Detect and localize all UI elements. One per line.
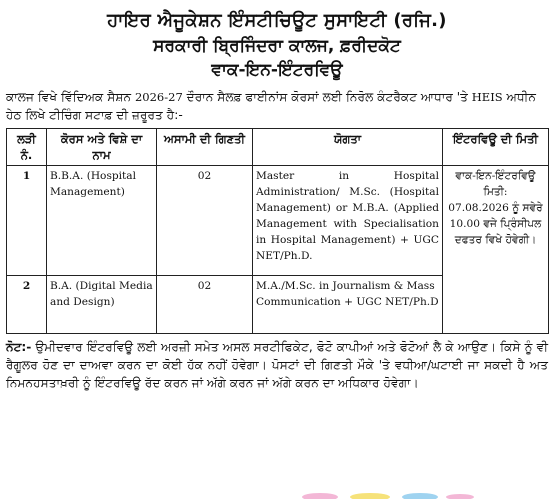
row-course: B.B.A. (Hospital Management)	[47, 166, 157, 276]
smudge-pink-2	[446, 494, 474, 499]
intro-text-1: ਕਾਲਜ ਵਿਖੇ ਵਿੱਦਿਅਕ ਸੈਸ਼ਨ	[6, 90, 135, 104]
interview-line-2: ਨੂੰ ਸਵੇਰੇ	[508, 202, 543, 214]
intro-text-2: ਦੌਰਾਨ ਸੈਲਫ਼ ਫਾਈਨਾਂਸ ਕੋਰਸਾਂ ਲਈ ਨਿਰੋਲ ਕੰਟਰੈਕਟ ਆਧਾਰ 'ਤੇ	[182, 90, 472, 104]
row-sr: 2	[7, 276, 47, 334]
smudge-blue	[402, 493, 438, 499]
header-sr: ਲੜੀ ਨੰ.	[7, 129, 47, 166]
note-paragraph	[6, 338, 548, 392]
row-posts: 02	[157, 276, 253, 334]
row-sr: 1	[7, 166, 47, 276]
session-value: 2026-27	[134, 90, 183, 104]
smudge-pink	[302, 493, 338, 499]
note-text: ਉਮੀਦਵਾਰ ਇੰਟਰਵਿਊ ਲਈ ਅਰਜ਼ੀ ਸਮੇਤ ਅਸਲ ਸਰਟੀਫਿਕੇਟ, ਫੋਟੋ ਕਾਪੀਆਂ ਅਤੇ ਫੋਟੋਆਂ ਲੈ ਕੇ ਆਉਣ। ਕਿਸੇ ਨੂੰ ਵੀ ਰੈਗੂਲਰ ਹੋਣ ਦਾ ਦਾਅਵਾ ਕਰਨ ਦਾ ਕੋਈ ਹੱਕ ਨਹੀਂ ਹੋਵੇਗਾ। ਪੋਸਟਾਂ ਦੀ ਗਿਣਤੀ ਮੌਕੇ 'ਤੇ ਵਧੀਆ/ਘਟਾਈ ਜਾ ਸਕਦੀ ਹੈ ਅਤ ਨਿਮਨਹਸਤਾਖ਼ਰੀ ਨੂੰ ਇੰਟਰਵਿਊ ਰੱਦ ਕਰਨ ਜਾਂ ਅੱਗੇ ਕਰਨ ਜਾਂ ਅੱਗੇ ਕਰਨ ਦਾ ਅਧਿਕਾਰ ਹੋਵੇਗਾ।	[6, 340, 548, 390]
color-smudge-decoration	[300, 485, 480, 499]
interview-date-cell	[443, 166, 549, 334]
heis-label: HEIS	[471, 90, 503, 104]
row-course: B.A. (Digital Media and Design)	[47, 276, 157, 334]
table-header-row	[7, 129, 549, 166]
header-interview-date: ਇੰਟਰਵਿਊ ਦੀ ਮਿਤੀ	[443, 129, 549, 166]
intro-text-3: ਅਧੀਨ ਹੇਠ ਲਿਖੇ ਟੀਚਿੰਗ ਸਟਾਫ਼ ਦੀ ਜ਼ਰੂਰਤ ਹੈ:-	[6, 90, 536, 122]
advertisement-title: ਵਾਕ-ਇਨ-ਇੰਟਰਵਿਊ	[211, 60, 343, 80]
header-qualification: ਯੋਗਤਾ	[253, 129, 443, 166]
note-label: ਨੋਟ:-	[6, 340, 32, 354]
interview-time: 10.00	[449, 218, 480, 230]
header-course: ਕੋਰਸ ਅਤੇ ਵਿਸ਼ੇ ਦਾ ਨਾਮ	[47, 129, 157, 166]
college-name: ਸਰਕਾਰੀ ਬ੍ਰਿਜਿੰਦਰਾ ਕਾਲਜ, ਫ਼ਰੀਦਕੋਟ	[153, 36, 401, 56]
row-qualification: Master in Hospital Administration/ M.Sc. (Hospital Management) or M.B.A. (Applied Management with Specialisation in Hospital Management) + UGC NET/Ph.D.	[253, 166, 443, 276]
row-posts: 02	[157, 166, 253, 276]
header-posts: ਅਸਾਮੀ ਦੀ ਗਿਣਤੀ	[157, 129, 253, 166]
smudge-yellow	[350, 493, 390, 499]
interview-date: 07.08.2026	[448, 202, 509, 214]
interview-line-3: ਵਜੇ ਪ੍ਰਿੰਸੀਪਲ ਦਫਤਰ ਵਿਖੇ ਹੋਵੇਗੀ।	[454, 218, 542, 246]
vacancy-table	[6, 128, 549, 334]
advertisement-header	[0, 8, 554, 82]
society-name: ਹਾਇਰ ਐਜੂਕੇਸ਼ਨ ਇੰਸਟੀਚਿਊਟ ਸੁਸਾਇਟੀ (ਰਜਿ.)	[107, 10, 447, 31]
interview-line-1: ਵਾਕ-ਇਨ-ਇੰਟਰਵਿਊ ਮਿਤੀ:	[455, 170, 536, 198]
intro-paragraph	[6, 88, 548, 124]
table-row	[7, 166, 549, 276]
row-qualification: M.A./M.Sc. in Journalism & Mass Communication + UGC NET/Ph.D	[253, 276, 443, 334]
